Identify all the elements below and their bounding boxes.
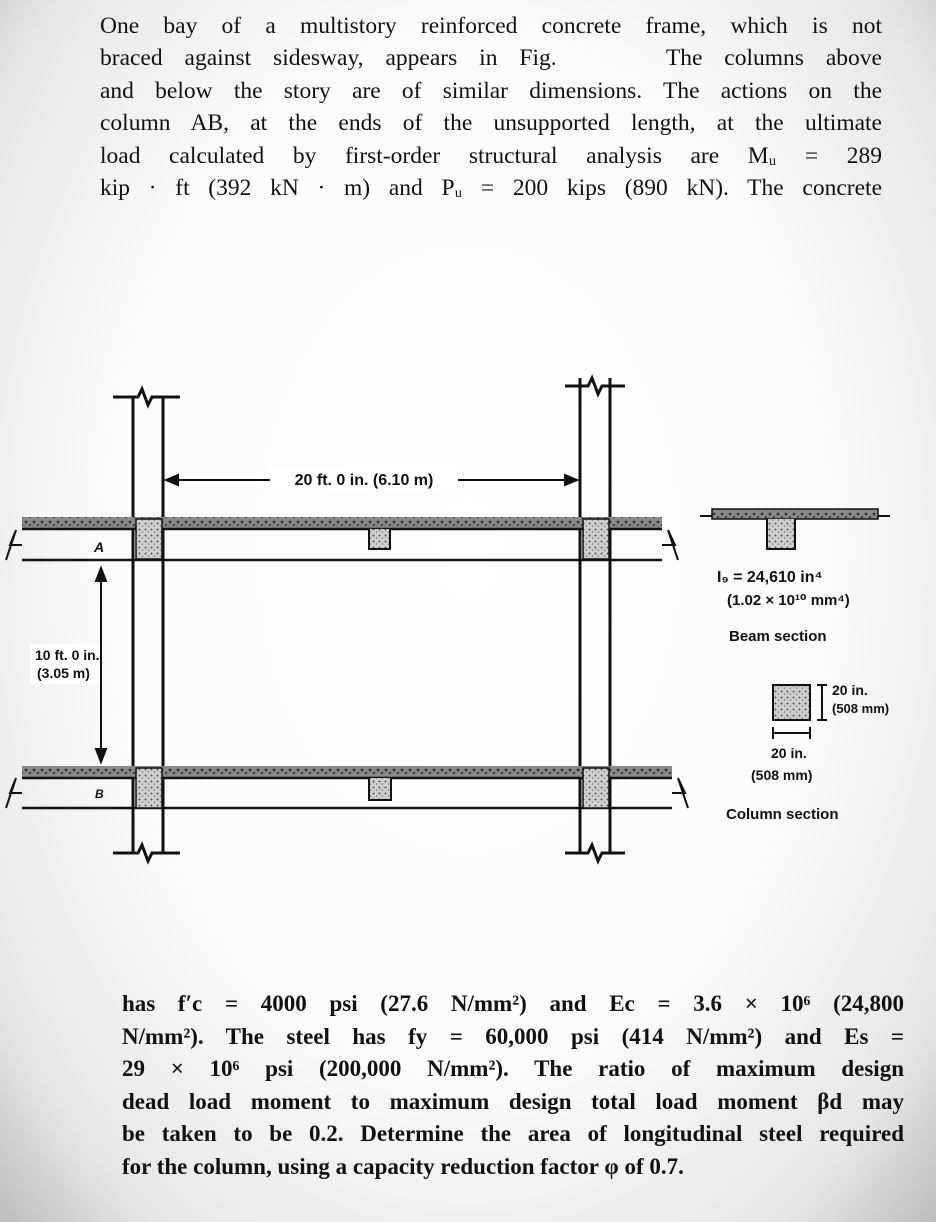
text-line: be taken to be 0.2. Determine the area of longitudinal steel required: [122, 1121, 904, 1147]
text-line: braced against sidesway, appears in Fig. The columns above: [100, 45, 882, 72]
height-label-ft: 10 ft. 0 in.: [35, 647, 100, 663]
frame-figure: [0, 370, 936, 880]
bottom-beam: [6, 766, 688, 808]
text-line: One bay of a multistory reinforced concrete frame, which is not: [100, 13, 882, 39]
text-line: for the column, using a capacity reduction factor φ of 0.7.: [122, 1153, 684, 1179]
text-line: column AB, at the ends of the unsupported length, at the ultimate: [100, 110, 882, 137]
text-line: N/mm²). The steel has fy = 60,000 psi (414 N/mm²) and Es =: [122, 1023, 904, 1049]
joint-a-label: A: [94, 539, 105, 555]
span-label: 20 ft. 0 in. (6.10 m): [294, 472, 434, 489]
text-line: dead load moment to maximum design total load moment βd may: [122, 1088, 904, 1114]
text-line: kip · ft (392 kN · m) and Pᵤ = 200 kips (890 kN). The concrete: [100, 175, 882, 202]
column-depth-label: 20 in.: [832, 682, 868, 698]
column-section: [773, 685, 827, 739]
beam-inertia-label: I₉ = 24,610 in⁴: [717, 569, 823, 586]
column-section-label: Column section: [726, 806, 839, 823]
height-label-m: (3.05 m): [37, 665, 90, 681]
beam-section-label: Beam section: [729, 628, 827, 645]
column-width-metric: (508 mm): [751, 767, 813, 783]
column-width-label: 20 in.: [771, 745, 807, 761]
problem-text-bottom: [122, 988, 904, 1184]
beam-inertia-metric: (1.02 × 10¹⁰ mm⁴): [727, 592, 850, 609]
text-line: has f′c = 4000 psi (27.6 N/mm²) and Ec = 3.6 × 10⁶ (24,800: [122, 991, 904, 1016]
problem-text-top: [100, 10, 882, 204]
text-line: and below the story are of similar dimensions. The actions on the: [100, 77, 882, 104]
top-beam: [6, 517, 678, 560]
text-line: 29 × 10⁶ psi (200,000 N/mm²). The ratio of maximum design: [122, 1056, 904, 1082]
beam-section: [700, 509, 890, 549]
joint-b-label: B: [95, 787, 104, 801]
column-depth-metric: (508 mm): [832, 701, 890, 716]
text-line: load calculated by first-order structural analysis are Mᵤ = 289: [100, 142, 882, 169]
